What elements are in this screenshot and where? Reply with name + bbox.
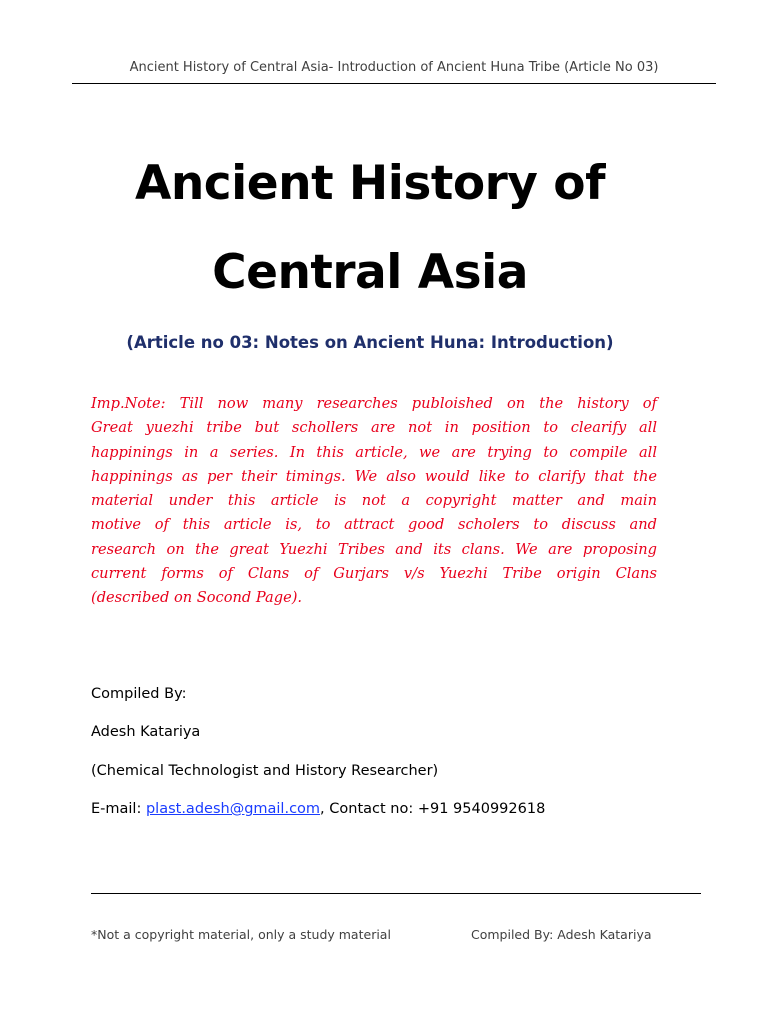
subtitle: (Article no 03: Notes on Ancient Huna: Introduction) bbox=[126, 333, 614, 352]
footer-divider bbox=[91, 893, 701, 894]
email-link[interactable]: plast.adesh@gmail.com bbox=[145, 801, 321, 817]
title-line-2: Central Asia bbox=[212, 245, 528, 300]
running-header: Ancient History of Central Asia- Introduction of Ancient Huna Tribe (Article No 03) bbox=[129, 60, 659, 75]
note-line: happinings in a series. In this article, we are trying to compile all bbox=[91, 443, 657, 461]
note-line: motive of this article is, to attract good scholers to discuss and bbox=[91, 516, 657, 534]
note-line: happinings as per their timings. We also would like to clarify that the bbox=[91, 467, 657, 485]
important-note bbox=[91, 392, 657, 611]
author-name: Adesh Katariya bbox=[91, 724, 201, 740]
footer-disclaimer: *Not a copyright material, only a study material bbox=[91, 927, 391, 942]
header-divider bbox=[72, 83, 716, 84]
note-line: (described on Socond Page). bbox=[91, 589, 303, 607]
note-line: Imp.Note: Till now many researches publoished on the history of bbox=[91, 395, 657, 412]
compiled-by-label: Compiled By: bbox=[91, 686, 187, 702]
note-line: Great yuezhi tribe but schollers are not in position to clearify all bbox=[91, 419, 657, 437]
footer-compiled-by: Compiled By: Adesh Katariya bbox=[471, 927, 652, 942]
contact-number: , Contact no: +91 9540992618 bbox=[320, 801, 546, 817]
author-role: (Chemical Technologist and History Researcher) bbox=[91, 763, 439, 779]
note-line: material under this article is not a copyright matter and main bbox=[91, 492, 657, 510]
note-line: research on the great Yuezhi Tribes and its clans. We are proposing bbox=[91, 540, 657, 558]
contact-line bbox=[91, 801, 545, 817]
title-line-1: Ancient History of bbox=[134, 156, 606, 211]
email-label: E-mail: bbox=[91, 801, 146, 817]
note-line: current forms of Clans of Gurjars v/s Yuezhi Tribe origin Clans bbox=[91, 565, 657, 583]
